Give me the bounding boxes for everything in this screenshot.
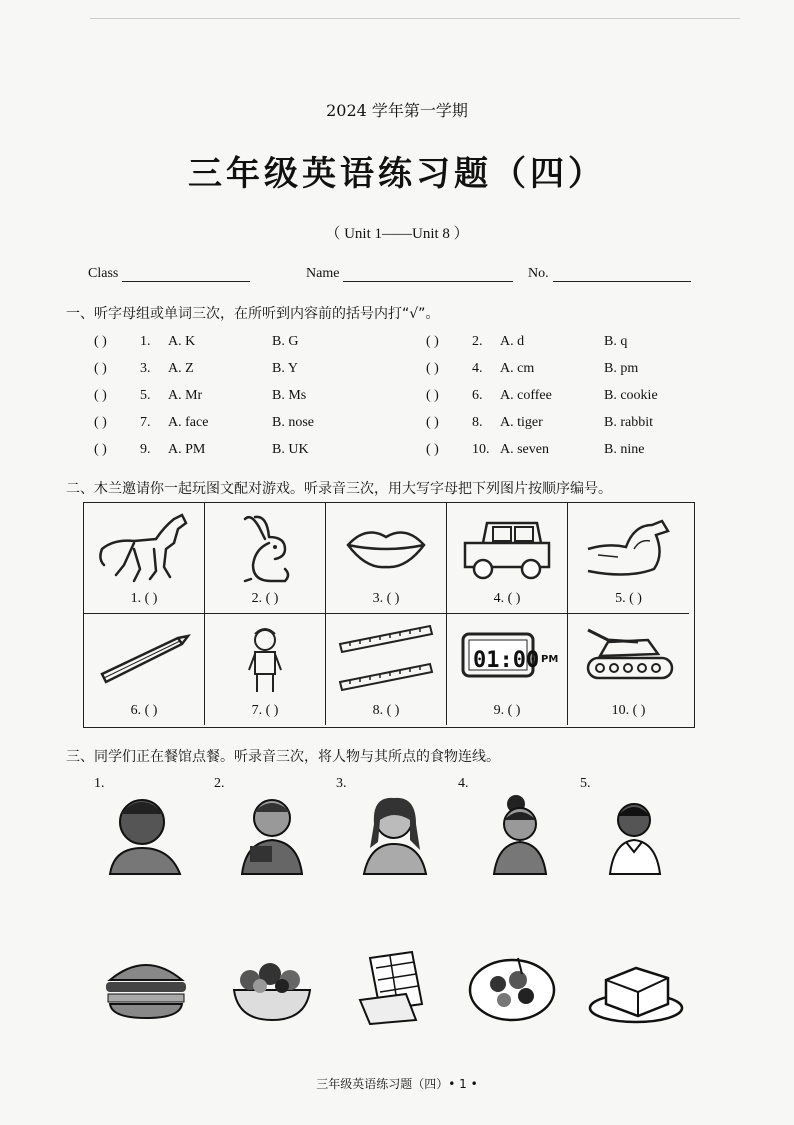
page-footer: 三年级英语练习题（四）• 1 • bbox=[316, 1077, 478, 1091]
person-2-icon bbox=[226, 790, 316, 875]
rulers-icon bbox=[336, 620, 436, 698]
picture-number: 8. ( ) bbox=[372, 703, 400, 718]
option-b: B. UK bbox=[272, 442, 309, 457]
picture-cell bbox=[84, 614, 205, 725]
class-label: Class bbox=[88, 266, 119, 281]
option-b: B. nose bbox=[272, 415, 314, 430]
section1-instruction: 一、听字母组或单词三次，在所听到内容前的括号内打“√”。 bbox=[66, 306, 440, 322]
mouth-icon bbox=[336, 509, 436, 587]
boy-icon bbox=[215, 620, 315, 698]
tank-icon bbox=[578, 620, 678, 698]
answer-bracket[interactable]: ( ) bbox=[94, 361, 107, 376]
person-4-icon bbox=[480, 790, 570, 875]
rabbit-icon bbox=[215, 509, 315, 587]
picture-number: 1. ( ) bbox=[130, 591, 158, 606]
answer-bracket[interactable]: ( ) bbox=[94, 442, 107, 457]
question-number: 5. bbox=[140, 388, 151, 403]
salad-icon bbox=[222, 950, 322, 1025]
answer-bracket[interactable]: ( ) bbox=[94, 334, 107, 349]
option-a: A. d bbox=[500, 334, 525, 349]
picture-cell bbox=[447, 503, 568, 614]
option-b: B. q bbox=[604, 334, 628, 349]
option-b: B. Y bbox=[272, 361, 298, 376]
option-a: A. seven bbox=[500, 442, 549, 457]
answer-bracket[interactable]: ( ) bbox=[426, 442, 439, 457]
option-b: B. Ms bbox=[272, 388, 307, 403]
picture-cell bbox=[447, 614, 568, 725]
top-rule bbox=[90, 18, 740, 19]
question-number: 3. bbox=[140, 361, 151, 376]
picture-cell bbox=[205, 614, 326, 725]
clock-pm: PM bbox=[541, 654, 559, 665]
person-3-icon bbox=[350, 790, 440, 875]
tofu-icon bbox=[586, 950, 686, 1025]
person-number: 1. bbox=[94, 776, 105, 791]
option-b: B. G bbox=[272, 334, 299, 349]
person-number: 3. bbox=[336, 776, 347, 791]
name-field[interactable] bbox=[306, 266, 513, 282]
number-label: No. bbox=[528, 266, 549, 281]
picture-number: 2. ( ) bbox=[251, 591, 279, 606]
option-a: A. face bbox=[168, 415, 209, 430]
person-5-icon bbox=[598, 790, 688, 875]
picture-cell bbox=[84, 503, 205, 614]
class-field[interactable] bbox=[88, 266, 250, 282]
option-b: B. pm bbox=[604, 361, 639, 376]
picture-number: 10. ( ) bbox=[611, 703, 646, 718]
picture-grid bbox=[83, 502, 695, 728]
picture-cell bbox=[568, 614, 689, 725]
question-number: 4. bbox=[472, 361, 483, 376]
rice-bowl-icon bbox=[462, 950, 562, 1025]
question-number: 2. bbox=[472, 334, 483, 349]
person-number: 5. bbox=[580, 776, 591, 791]
picture-cell bbox=[568, 503, 689, 614]
option-a: A. tiger bbox=[500, 415, 543, 430]
section3-instruction: 三、同学们正在餐馆点餐。听录音三次，将人物与其所点的食物连线。 bbox=[66, 749, 500, 765]
question-number: 10. bbox=[472, 442, 490, 457]
picture-number: 6. ( ) bbox=[130, 703, 158, 718]
term-label: 2024 学年第一学期 bbox=[326, 101, 468, 120]
answer-bracket[interactable]: ( ) bbox=[426, 361, 439, 376]
chocolate-icon bbox=[346, 950, 446, 1025]
section2-instruction: 二、木兰邀请你一起玩图文配对游戏。听录音三次，用大写字母把下列图片按顺序编号。 bbox=[66, 481, 612, 497]
person-number: 4. bbox=[458, 776, 469, 791]
horse-icon bbox=[94, 509, 194, 587]
answer-bracket[interactable]: ( ) bbox=[94, 415, 107, 430]
picture-number: 5. ( ) bbox=[615, 591, 642, 606]
jeep-icon bbox=[457, 509, 557, 587]
clock-time: 01:00 bbox=[473, 648, 540, 673]
answer-bracket[interactable]: ( ) bbox=[94, 388, 107, 403]
answer-bracket[interactable]: ( ) bbox=[426, 415, 439, 430]
picture-cell bbox=[205, 503, 326, 614]
person-1-icon bbox=[100, 790, 190, 875]
option-a: A. Z bbox=[168, 361, 194, 376]
page-title: 三年级英语练习题（四） bbox=[188, 154, 606, 194]
answer-bracket[interactable]: ( ) bbox=[426, 334, 439, 349]
option-b: B. nine bbox=[604, 442, 645, 457]
name-label: Name bbox=[306, 266, 340, 281]
question-number: 9. bbox=[140, 442, 151, 457]
pencil-icon bbox=[94, 620, 194, 698]
picture-cell bbox=[326, 614, 447, 725]
hamburger-icon bbox=[96, 950, 196, 1025]
picture-number: 7. ( ) bbox=[251, 703, 279, 718]
picture-number: 4. ( ) bbox=[493, 591, 521, 606]
option-b: B. rabbit bbox=[604, 415, 653, 430]
option-b: B. cookie bbox=[604, 388, 658, 403]
number-field[interactable] bbox=[528, 266, 691, 282]
option-a: A. coffee bbox=[500, 388, 552, 403]
unit-range: （ Unit 1——Unit 8 ） bbox=[325, 226, 469, 242]
option-a: A. cm bbox=[500, 361, 535, 376]
option-a: A. Mr bbox=[168, 388, 203, 403]
question-number: 7. bbox=[140, 415, 151, 430]
option-a: A. K bbox=[168, 334, 196, 349]
answer-bracket[interactable]: ( ) bbox=[426, 388, 439, 403]
person-number: 2. bbox=[214, 776, 225, 791]
option-a: A. PM bbox=[168, 442, 206, 457]
picture-number: 3. ( ) bbox=[372, 591, 400, 606]
picture-cell bbox=[326, 503, 447, 614]
picture-number: 9. ( ) bbox=[493, 703, 521, 718]
arm-icon bbox=[578, 509, 678, 587]
question-number: 8. bbox=[472, 415, 483, 430]
question-number: 6. bbox=[472, 388, 483, 403]
question-number: 1. bbox=[140, 334, 151, 349]
